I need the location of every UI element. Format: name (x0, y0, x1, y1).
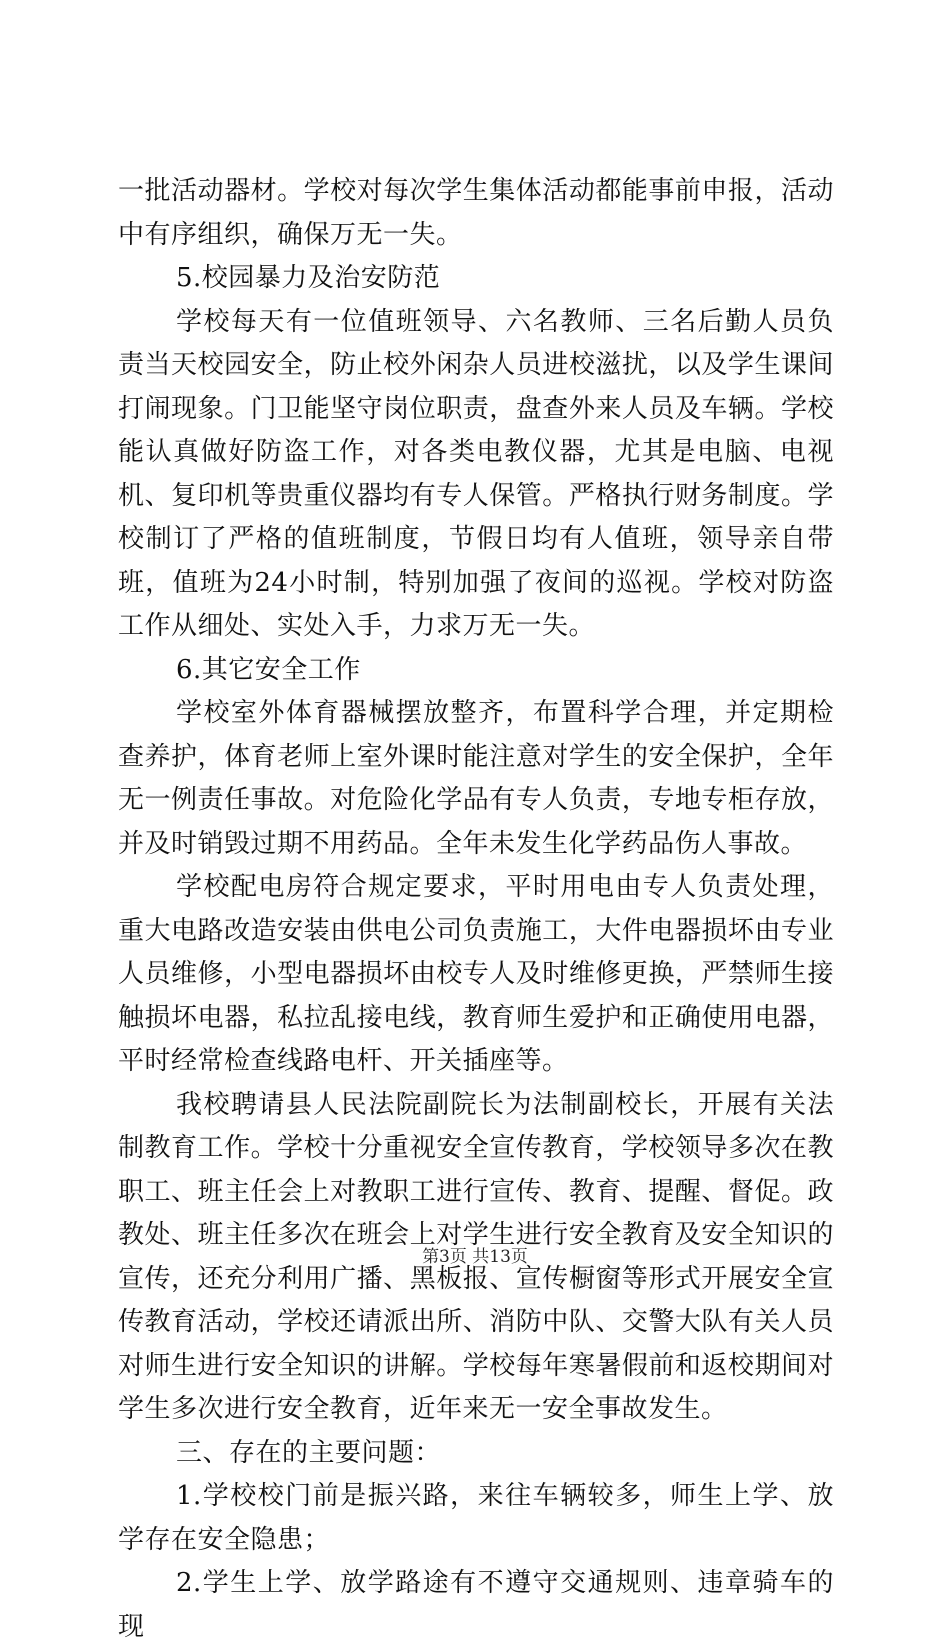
section-heading: 6.其它安全工作 (176, 654, 361, 685)
paragraph: 1.学校校门前是振兴路，来往车辆较多，师生上学、放学存在安全隐患； (118, 1481, 834, 1555)
paragraph: 学校配电房符合规定要求，平时用电由专人负责处理，重大电路改造安装由供电公司负责施工，大件电器损坏由专业人员维修，小型电器损坏由校专人及时维修更换，严禁师生接触损坏电器，私拉乱接电线，教育师生爱护和正确使用电器，平时经常检查线路电杆、开关插座等。 (118, 872, 834, 1076)
paragraph: 学校室外体育器械摆放整齐，布置科学合理，并定期检查养护，体育老师上室外课时能注意对学生的安全保护，全年无一例责任事故。对危险化学品有专人负责，专地专柜存放，并及时销毁过期不用药品。全年未发生化学药品伤人事故。 (118, 698, 834, 859)
section-heading: 三、存在的主要问题： (176, 1437, 442, 1468)
page-footer: 第3页 共13页 (422, 1247, 528, 1267)
paragraph: 我校聘请县人民法院副院长为法制副校长，开展有关法制教育工作。学校十分重视安全宣传教育，学校领导多次在教职工、班主任会上对教职工进行宣传、教育、提醒、督促。政教处、班主任多次在班会上对学生进行安全教育及安全知识的宣传，还充分利用广播、黑板报、宣传橱窗等形式开展安全宣传教育活动，学校还请派出所、消防中队、交警大队有关人员对师生进行安全知识的讲解。学校每年寒暑假前和返校期间对学生多次进行安全教育，近年来无一安全事故发生。 (118, 1089, 834, 1424)
document-body (118, 170, 834, 1649)
paragraph: 学校每天有一位值班领导、六名教师、三名后勤人员负责当天校园安全，防止校外闲杂人员进校滋扰，以及学生课间打闹现象。门卫能坚守岗位职责，盘查外来人员及车辆。学校能认真做好防盗工作，对各类电教仪器，尤其是电脑、电视机、复印机等贵重仪器均有专人保管。严格执行财务制度。学校制订了严格的值班制度，节假日均有人值班，领导亲自带班，值班为24小时制，特别加强了夜间的巡视。学校对防盗工作从细处、实处入手，力求万无一失。 (118, 306, 834, 641)
section-heading: 5.校园暴力及治安防范 (176, 263, 441, 293)
paragraph: 一批活动器材。学校对每次学生集体活动都能事前申报，活动中有序组织，确保万无一失。 (118, 176, 834, 250)
paragraph: 2.学生上学、放学路途有不遵守交通规则、违章骑车的现 (118, 1568, 834, 1642)
